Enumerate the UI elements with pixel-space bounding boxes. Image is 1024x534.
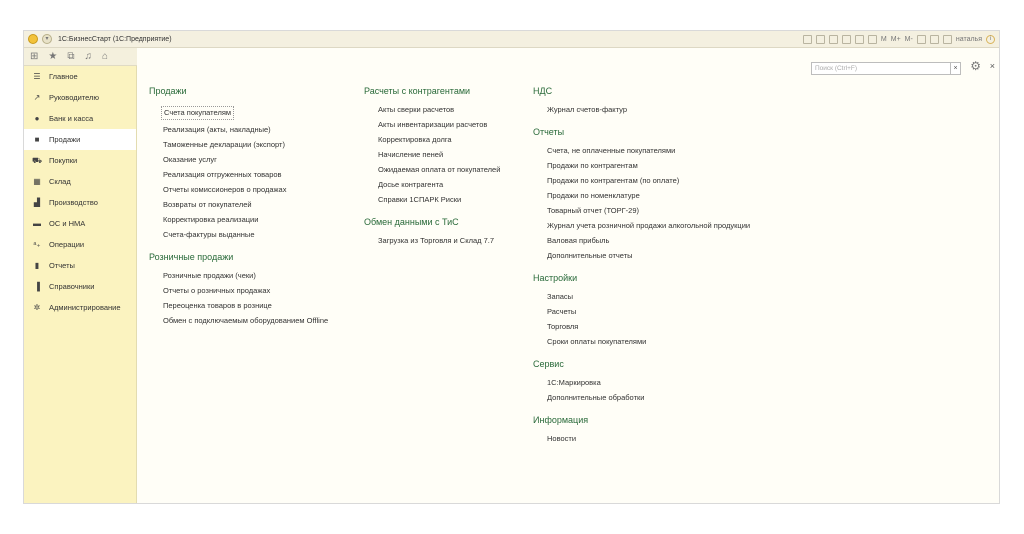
link[interactable]: Продажи по номенклатуре [547,191,640,200]
nav-toolbar [24,48,137,66]
warehouse-icon: ▦ [33,177,41,186]
sidebar-item-main[interactable] [24,66,136,87]
section-title: Отчеты [533,127,565,137]
link[interactable]: Дополнительные отчеты [547,251,633,260]
column-settlements [364,86,500,248]
main-menu-icon[interactable]: ▾ [42,34,52,44]
coin-icon: ● [34,114,40,123]
link[interactable]: Запасы [547,292,574,301]
link[interactable]: Реализация (акты, накладные) [163,125,271,134]
book-icon: ▐ [34,282,40,291]
cart-icon: ⛟ [32,155,43,165]
bag-icon: ■ [34,135,40,144]
section-title: Обмен данными с ТиС [364,217,459,227]
favorites-star-icon[interactable]: ★ [48,51,58,62]
section-title: Настройки [533,273,578,283]
section-title: Розничные продажи [149,252,234,262]
section-title: Расчеты с контрагентами [364,86,471,96]
link[interactable]: Дополнительные обработки [547,393,645,402]
section-title: НДС [533,86,553,96]
sidebar-item-label: Отчеты [49,261,75,270]
link[interactable]: Розничные продажи (чеки) [163,271,256,280]
sidebar-item-label: Продажи [49,135,81,144]
save-icon[interactable] [803,35,812,44]
link[interactable]: Таможенные декларации (экспорт) [163,140,285,149]
sidebar-item-catalogs[interactable] [24,276,136,297]
sidebar-item-reports[interactable] [24,255,136,276]
sidebar-item-admin[interactable] [24,297,136,318]
sidebar-item-operations[interactable] [24,234,136,255]
link[interactable]: Обмен с подключаемым оборудованием Offline [163,316,329,325]
link[interactable]: Торговля [547,322,579,331]
link[interactable]: Сроки оплаты покупателями [547,337,647,346]
copy-icon[interactable] [842,35,851,44]
content-area [137,48,999,503]
link[interactable]: Реализация отгруженных товаров [163,170,282,179]
info-icon[interactable]: i [986,35,995,44]
attach-icon[interactable] [829,35,838,44]
link[interactable]: Продажи по контрагентам [547,161,638,170]
zoom-icon[interactable] [917,35,926,44]
title-bar [24,31,999,48]
memory-button-m[interactable]: M [880,35,887,43]
window-layout-icon[interactable] [930,35,939,44]
apps-grid-icon[interactable]: ⊞ [30,51,39,62]
window-title: 1С:БизнесСтарт (1С:Предприятие) [58,35,172,43]
sidebar-item-label: Руководителю [49,93,100,102]
close-icon[interactable]: × [989,61,995,71]
link[interactable]: Журнал счетов-фактур [547,105,628,114]
sidebar-item-label: Операции [49,240,85,249]
settings-gear-icon[interactable]: ⚙ [970,59,981,73]
column-vat-reports [533,86,750,446]
link[interactable]: Журнал учета розничной продажи алкогольной продукции [547,221,751,230]
chart-line-icon: ↗ [33,93,41,102]
sidebar-item-label: Производство [49,198,98,207]
link[interactable]: Корректировка реализации [163,215,259,224]
sidebar [24,66,137,503]
search-clear-icon[interactable]: × [951,62,961,75]
section-title: Информация [533,415,589,425]
link[interactable]: Акты сверки расчетов [378,105,455,114]
link[interactable]: Оказание услуг [163,155,217,164]
menu-icon: ☰ [33,72,41,81]
link[interactable]: Загрузка из Торговля и Склад 7.7 [378,236,495,245]
memory-button-m-minus[interactable]: M- [904,35,913,43]
link[interactable]: Акты инвентаризации расчетов [378,120,488,129]
home-icon[interactable]: ⌂ [102,51,109,62]
sidebar-item-bank[interactable] [24,108,136,129]
sidebar-item-label: Справочники [49,282,95,291]
link[interactable]: 1С:Маркировка [547,378,601,387]
section-title: Продажи [149,86,187,96]
section-title: Сервис [533,359,564,369]
link[interactable]: Расчеты [547,307,577,316]
link[interactable]: Отчеты о розничных продажах [163,286,271,295]
sidebar-item-label: ОС и НМА [49,219,86,228]
link[interactable]: Счета-фактуры выданные [163,230,255,239]
link[interactable]: Ожидаемая оплата от покупателей [378,165,501,174]
link[interactable]: Валовая прибыль [547,236,610,245]
column-sales [149,86,328,328]
user-name[interactable]: наталья [955,35,982,43]
sidebar-item-production[interactable] [24,192,136,213]
link[interactable]: Начисление пеней [378,150,444,159]
sidebar-item-label: Администрирование [49,303,121,312]
sidebar-item-label: Покупки [49,156,78,165]
operations-icon: ᵃ₊ [33,240,41,249]
calculator-icon[interactable] [855,35,864,44]
link-customer-invoices[interactable]: Счета покупателям [161,106,234,120]
sidebar-item-purchases[interactable] [24,150,136,171]
sidebar-item-sales[interactable] [24,129,136,150]
title-toolbar [803,35,999,44]
link[interactable]: Продажи по контрагентам (по оплате) [547,176,680,185]
link[interactable]: Счета, не оплаченные покупателями [547,146,676,155]
memory-button-m-plus[interactable]: M+ [890,35,901,43]
bar-chart-icon: ▮ [34,261,40,270]
truck-icon: ▬ [33,219,41,228]
link[interactable]: Переоценка товаров в рознице [163,301,272,310]
sidebar-item-label: Склад [49,177,71,186]
sidebar-item-director[interactable] [24,87,136,108]
app-logo-icon [28,34,38,44]
sidebar-item-label: Банк и касса [49,114,94,123]
factory-icon: ▟ [33,198,41,207]
calendar-icon[interactable] [868,35,877,44]
bell-icon[interactable] [943,35,952,44]
link[interactable]: Товарный отчет (ТОРГ-29) [547,206,639,215]
notifications-bell-icon[interactable]: ♫ [84,51,92,62]
link[interactable]: Справки 1СПАРК Риски [378,195,462,204]
link[interactable]: Возвраты от покупателей [163,200,252,209]
sidebar-item-warehouse[interactable] [24,171,136,192]
sidebar-item-label: Главное [49,72,78,81]
search-input[interactable]: Поиск (Ctrl+F) [811,62,951,75]
sidebar-item-assets[interactable] [24,213,136,234]
gear-icon: ✲ [33,303,41,312]
app-window [23,30,1000,504]
link[interactable]: Корректировка долга [378,135,452,144]
link[interactable]: Отчеты комиссионеров о продажах [163,185,287,194]
link[interactable]: Досье контрагента [378,180,444,189]
print-icon[interactable] [816,35,825,44]
link[interactable]: Новости [547,434,577,443]
history-icon[interactable]: ⧉ [67,51,75,62]
